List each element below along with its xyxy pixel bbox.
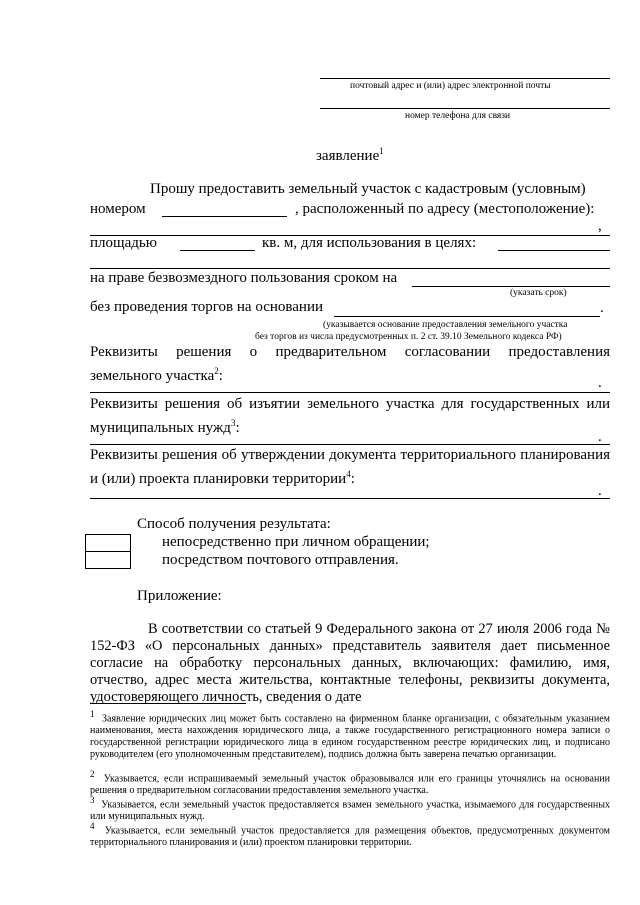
basis-field[interactable]: [334, 316, 600, 317]
footnote-2: [90, 768, 610, 797]
post-checkbox[interactable]: [85, 551, 131, 569]
cadastral-number-label: номером: [90, 201, 146, 217]
request-line-1: Прошу предоставить земельный участок с кадастровым (условным): [150, 181, 586, 197]
area-label: площадью: [90, 235, 157, 251]
option-post: посредством почтового отправления.: [162, 552, 399, 568]
purpose-field-start[interactable]: [498, 250, 610, 251]
personal-data-consent: В соответствии со статьей 9 Федерального закона от 27 июля 2006 года № 152-ФЗ «О персональных данных» представитель заявителя дает письменное согласие на обработку персональных данных, включающих: фамилию, имя, отчество, адрес места жительства, контактные телефоны, реквизиты документа, удостоверяющего личность, сведения о дате: [90, 621, 610, 705]
footnote-number: 1: [90, 709, 95, 719]
footnote-text: Указывается, если испрашиваемый земельный участок образовывался или его границы уточнялись на основании решения о предварительном согласовании предоставления земельного участка.: [90, 773, 611, 797]
requisites-1-field[interactable]: [90, 392, 610, 393]
footnote-ref-1: 1: [379, 146, 384, 156]
footnote-number: 2: [90, 769, 95, 779]
in-person-checkbox[interactable]: [85, 534, 131, 552]
address-field-line[interactable]: [320, 78, 610, 79]
area-field[interactable]: [180, 250, 255, 251]
basis-caption-1: (указывается основание предоставления земельного участка: [323, 320, 568, 330]
address-comma: ,: [598, 218, 602, 234]
phone-field-line[interactable]: [320, 108, 610, 109]
footnote-separator: [90, 703, 246, 704]
footnote-text: Указывается, если земельный участок предоставляется для размещения объектов, предусмотренных документом территориального планирования и (или) проектом планировки территории.: [90, 825, 610, 849]
footnote-text: Заявление юридических лиц может быть составлено на фирменном бланке организации, с обязательным указанием наименования, места нахождения юридического лица, а также государственного регистрационного номера записи о государственной регистрации юридического лица в едином государственном реестре юридических лиц, и подписано руководителем (его уполномоченным представителем), подпись должна быть заверена печатью организации.: [90, 713, 611, 761]
footnote-ref-4: 4: [346, 469, 351, 479]
attachment-label: Приложение:: [137, 588, 222, 604]
area-unit-label: кв. м, для использования в целях:: [262, 235, 477, 251]
requisites-1-period: .: [598, 375, 602, 391]
footnote-3: [90, 794, 610, 823]
requisites-planning: Реквизиты решения об утверждении документа территориального планирования и (или) проекта планировки территории$^4$:: [90, 447, 610, 487]
address-caption: почтовый адрес и (или) адрес электронной почты: [350, 81, 551, 91]
footnote-ref-2: 2: [214, 366, 219, 376]
requisites-text: Реквизиты решения об утверждении документа территориального планирования и (или) проекта планировки территории: [90, 447, 610, 487]
requisites-text: Реквизиты решения о предварительном согласовании предоставления земельного участка: [90, 344, 610, 384]
right-label: на праве безвозмездного пользования сроком на: [90, 270, 398, 286]
term-field[interactable]: [412, 286, 610, 287]
purpose-field[interactable]: [90, 268, 610, 269]
basis-period: .: [600, 300, 604, 316]
no-tender-label: без проведения торгов на основании: [90, 299, 324, 315]
term-caption: (указать срок): [510, 288, 567, 298]
located-label: , расположенный по адресу (местоположение):: [295, 201, 595, 217]
cadastral-number-field[interactable]: [162, 216, 287, 217]
requisites-seizure: Реквизиты решения об изъятии земельного участка для государственных или муниципальных нужд$^3$:: [90, 396, 610, 436]
requisites-text: Реквизиты решения об изъятии земельного участка для государственных или муниципальных нужд: [90, 396, 610, 436]
requisites-preliminary-approval: Реквизиты решения о предварительном согласовании предоставления земельного участка$^2$:: [90, 344, 610, 384]
phone-caption: номер телефона для связи: [405, 111, 511, 121]
footnote-ref-3: 3: [230, 418, 236, 428]
title-text: заявление: [316, 148, 380, 164]
document-title: [316, 146, 384, 165]
footnote-1: [90, 708, 610, 761]
footnote-4: [90, 820, 610, 849]
requisites-2-period: .: [598, 429, 602, 445]
option-in-person: непосредственно при личном обращении;: [162, 534, 430, 550]
basis-caption-2: без торгов из числа предусмотренных п. 2 ст. 39.10 Земельного кодекса РФ): [255, 332, 562, 342]
requisites-3-period: .: [598, 483, 602, 499]
requisites-3-field[interactable]: [90, 498, 610, 499]
footnote-number: 4: [90, 821, 95, 831]
footnote-number: 3: [90, 795, 95, 805]
requisites-2-field[interactable]: [90, 444, 610, 445]
footnote-text: Указывается, если земельный участок предоставляется взамен земельного участка, изымаемого для государственных или муниципальных нужд.: [90, 799, 611, 823]
delivery-title: Способ получения результата:: [137, 516, 331, 532]
